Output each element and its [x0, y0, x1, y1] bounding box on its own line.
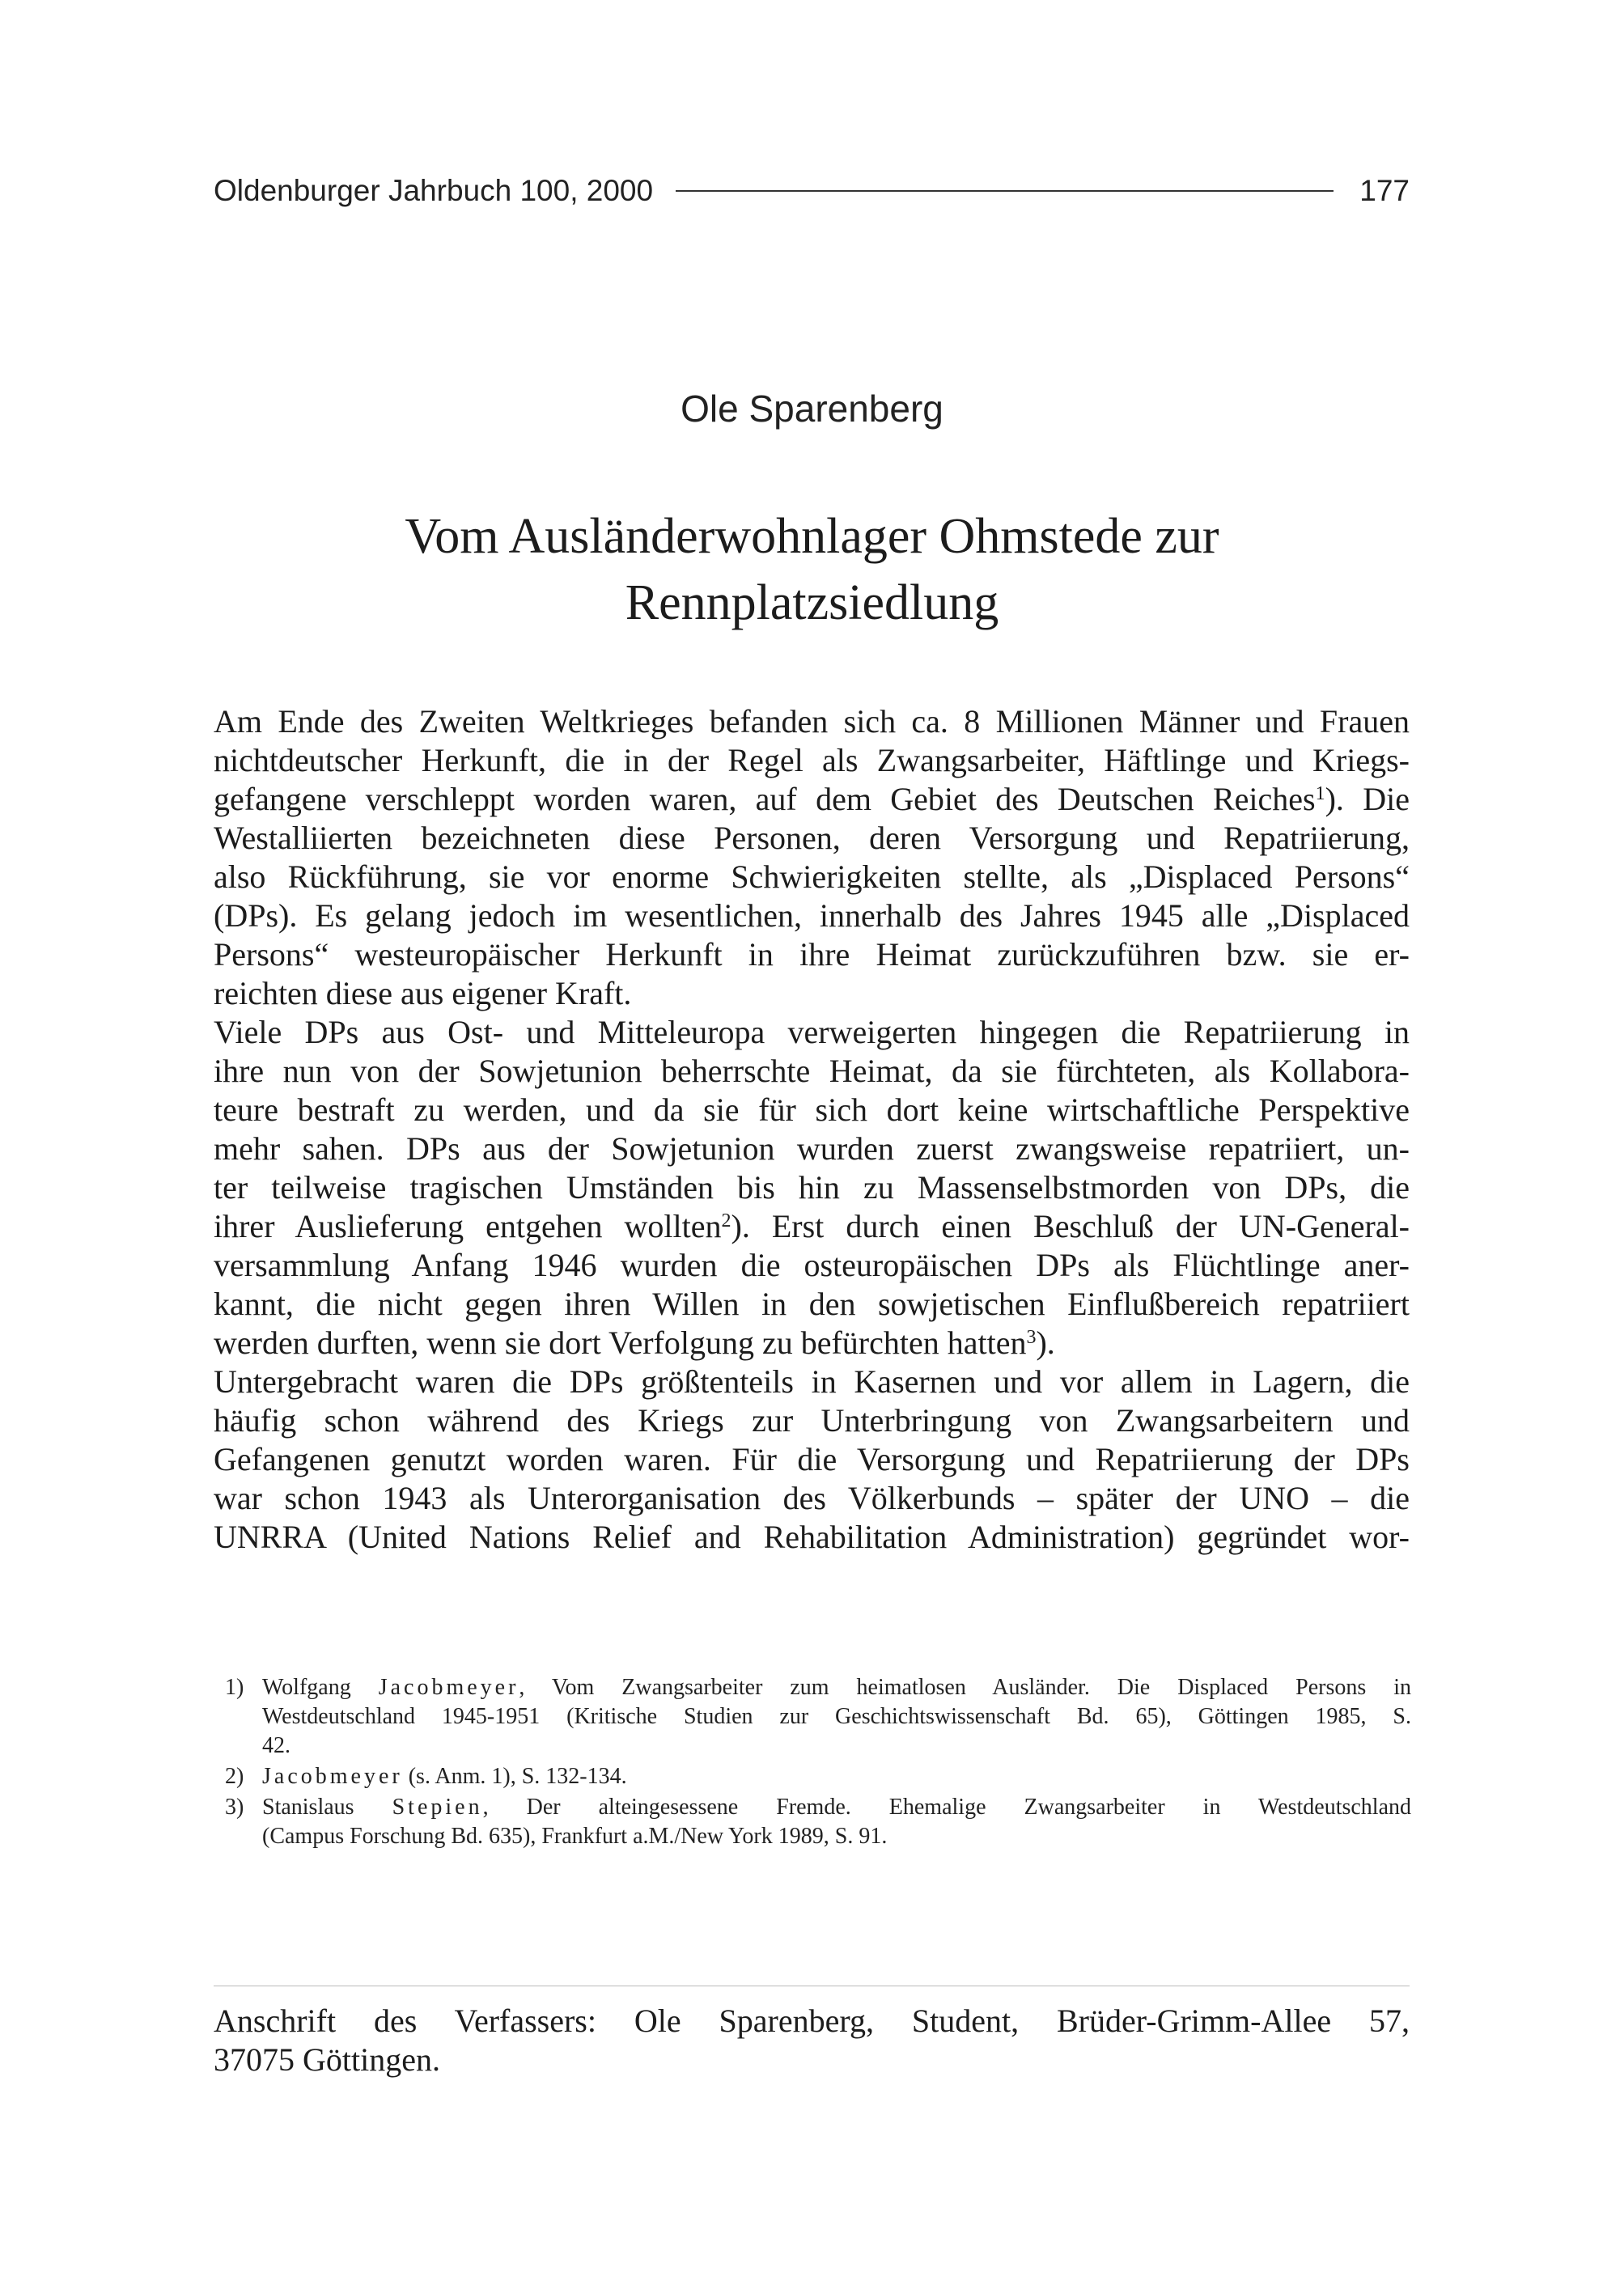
address-line-2: 37075 Göttingen.: [214, 2041, 440, 2078]
author-address: [214, 2002, 1410, 2079]
body-line: Untergebracht waren die DPs größtenteils in Kasernen und vor allem in Lagern, die: [214, 1363, 1410, 1400]
body-line: ter teilweise tragischen Umständen bis hin zu Massenselbstmorden von DPs, die: [214, 1169, 1410, 1206]
body-line: mehr sahen. DPs aus der Sowjetunion wurden zuerst zwangsweise repatriiert, un-: [214, 1130, 1410, 1167]
body-line: häufig schon während des Kriegs zur Unterbringung von Zwangsarbeitern und: [214, 1402, 1410, 1439]
title-line-2: Rennplatzsiedlung: [625, 575, 999, 630]
footnote-1: [225, 1673, 1411, 1761]
body-line: versammlung Anfang 1946 wurden die osteuropäischen DPs als Flüchtlinge aner-: [214, 1247, 1410, 1283]
body-line: also Rückführung, sie vor enorme Schwierigkeiten stellte, als „Displaced Persons“: [214, 858, 1410, 895]
footnote-number: 2): [225, 1764, 244, 1789]
footnote-text: Stanislaus Stepien, Der alteingesessene Fremde. Ehemalige Zwangsarbeiter in Westdeutschland (Campus Forschung Bd. 635), Frankfurt a.M./New York 1989, S. 91.: [262, 1795, 1411, 1849]
body-line: UNRRA (United Nations Relief and Rehabilitation Administration) gegründet wor-: [214, 1519, 1410, 1555]
body-line: nichtdeutscher Herkunft, die in der Regel als Zwangsarbeiter, Häftlinge und Kriegs-: [214, 742, 1410, 778]
footnote-2: [225, 1762, 1411, 1791]
address-line-1: Anschrift des Verfassers: Ole Sparenberg, Student, Brüder-Grimm-Allee 57,: [214, 2003, 1410, 2039]
article-body: [214, 702, 1410, 1557]
footnote-ref-1[interactable]: 1: [1315, 783, 1325, 804]
journal-title: Oldenburger Jahrbuch 100, 2000: [214, 174, 654, 207]
page-number: 177: [1359, 174, 1410, 207]
body-line: werden durften, wenn sie dort Verfolgung zu befürchten hatten$^3$).: [214, 1325, 1055, 1361]
body-line: ihre nun von der Sowjetunion beherrschte Heimat, da sie fürchteten, als Kollabora-: [214, 1053, 1410, 1089]
body-line: Viele DPs aus Ost- und Mitteleuropa verweigerten hingegen die Repatriierung in: [214, 1014, 1410, 1050]
footnote-3: [225, 1793, 1411, 1851]
footnote-text: Wolfgang Jacobmeyer, Vom Zwangsarbeiter zum heimatlosen Ausländer. Die Displaced Persons in Westdeutschland 1945-1951 (Kritische Studien zur Geschichtswissenschaft Bd. 65), Göttingen 1985, S. 42.: [262, 1675, 1411, 1758]
body-line: Gefangenen genutzt worden waren. Für die Versorgung und Repatriierung der DPs: [214, 1441, 1410, 1477]
body-line: Westalliierten bezeichneten diese Personen, deren Versorgung und Repatriierung,: [214, 820, 1410, 856]
body-line: Persons“ westeuropäischer Herkunft in ihre Heimat zurückzuführen bzw. sie er-: [214, 936, 1410, 973]
running-header: [214, 168, 1410, 214]
body-line: (DPs). Es gelang jedoch im wesentlichen, innerhalb des Jahres 1945 alle „Displaced: [214, 897, 1410, 934]
article-title: [0, 503, 1624, 636]
title-line-1: Vom Ausländerwohnlager Ohmstede zur: [405, 509, 1219, 564]
author-name: Ole Sparenberg: [681, 388, 943, 430]
footnotes: [225, 1673, 1411, 1853]
body-line: ihrer Auslieferung entgehen wollten$^2$). Erst durch einen Beschluß der UN-General-: [214, 1208, 1410, 1244]
body-line: teure bestraft zu werden, und da sie für sich dort keine wirtschaftliche Perspektive: [214, 1091, 1410, 1128]
body-line: Am Ende des Zweiten Weltkrieges befanden sich ca. 8 Millionen Männer und Frauen: [214, 703, 1410, 740]
body-line: kannt, die nicht gegen ihren Willen in den sowjetischen Einflußbereich repatriiert: [214, 1286, 1410, 1322]
header-rule: [676, 190, 1334, 192]
footnote-ref-2[interactable]: 2: [721, 1210, 731, 1231]
body-line: reichten diese aus eigener Kraft.: [214, 975, 632, 1011]
footnote-ref-3[interactable]: 3: [1026, 1327, 1037, 1348]
footnote-number: 3): [225, 1795, 244, 1820]
body-line: gefangene verschleppt worden waren, auf dem Gebiet des Deutschen Reiches$^1$). Die: [214, 781, 1410, 817]
body-line: war schon 1943 als Unterorganisation des Völkerbunds – später der UNO – die: [214, 1480, 1410, 1516]
footnote-text: Jacobmeyer (s. Anm. 1), S. 132-134.: [262, 1764, 627, 1789]
footnote-number: 1): [225, 1675, 244, 1700]
